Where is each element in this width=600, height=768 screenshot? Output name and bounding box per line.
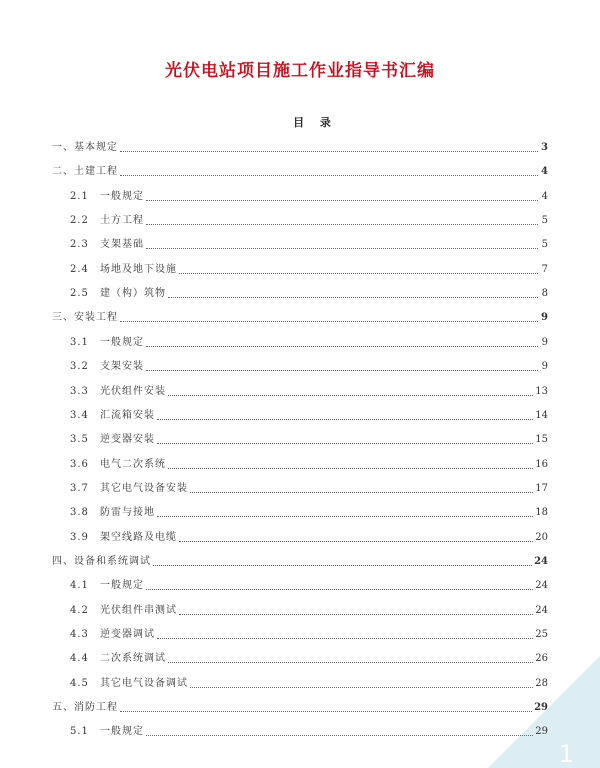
toc-entry-number: 3.1 — [70, 336, 89, 348]
toc-entry-label: 一般规定 — [100, 726, 144, 738]
toc-entry-label: 光伏组件安装 — [100, 385, 166, 397]
toc-entry-page: 26 — [535, 653, 548, 665]
toc-leader-dots — [190, 491, 533, 493]
toc-entry-number: 4.5 — [70, 677, 89, 689]
toc-leader-dots — [120, 320, 538, 322]
toc-entry-label: 其它电气设备安装 — [100, 482, 188, 494]
toc-entry-label: 土方工程 — [100, 215, 144, 227]
toc-leader-dots — [157, 418, 533, 420]
toc-leader-dots — [146, 588, 533, 590]
toc-entry[interactable] — [70, 578, 548, 592]
toc-entry-number: 3.7 — [70, 482, 89, 494]
toc-leader-dots — [146, 369, 538, 371]
toc-entry-number: 3.3 — [70, 385, 89, 397]
toc-leader-dots — [146, 345, 538, 347]
toc-entry-label: 逆变器安装 — [100, 434, 155, 446]
toc-entry[interactable] — [52, 700, 548, 714]
toc-leader-dots — [146, 199, 538, 201]
toc-entry-page: 25 — [535, 629, 548, 640]
toc-entry-label: 一、基本规定 — [52, 142, 118, 153]
toc-entry-page: 5 — [541, 239, 548, 251]
toc-entry-page: 9 — [541, 312, 548, 324]
toc-entry-number: 4.2 — [70, 604, 89, 616]
toc-leader-dots — [168, 467, 533, 469]
toc-entry[interactable] — [70, 237, 548, 251]
toc-entry-number: 2.3 — [70, 239, 89, 251]
toc-leader-dots — [153, 564, 532, 566]
toc-entry-page: 29 — [534, 702, 548, 714]
toc-entry[interactable] — [70, 432, 548, 446]
toc-entry-page: 5 — [541, 215, 548, 227]
toc-entry[interactable] — [70, 603, 548, 617]
toc-entry-number: 5.1 — [70, 726, 89, 738]
toc-leader-dots — [120, 150, 538, 152]
toc-leader-dots — [168, 661, 533, 663]
toc-entry-label: 逆变器调试 — [100, 629, 155, 640]
toc-entry-label: 场地及地下设施 — [100, 263, 177, 275]
toc-heading: 目 录 — [293, 116, 337, 129]
toc-entry[interactable] — [70, 335, 548, 349]
toc-entry-label: 防雷与接地 — [100, 507, 155, 519]
toc-entry-label: 汇流箱安装 — [100, 409, 155, 421]
toc-entry-number: 4.3 — [70, 629, 89, 640]
toc-entry[interactable] — [70, 651, 548, 665]
toc-entry-label: 二次系统调试 — [100, 653, 166, 665]
toc-leader-dots — [157, 515, 533, 517]
toc-entry[interactable] — [70, 213, 548, 227]
toc-entry[interactable] — [52, 554, 548, 568]
toc-leader-dots — [157, 637, 533, 639]
toc-leader-dots — [120, 710, 532, 712]
toc-leader-dots — [168, 394, 533, 396]
toc-entry-number: 2.2 — [70, 215, 89, 227]
toc-entry[interactable] — [70, 359, 548, 373]
page-number: 1 — [558, 740, 574, 768]
toc-entry[interactable] — [70, 408, 548, 422]
toc-entry[interactable] — [70, 627, 548, 641]
toc-entry-page: 13 — [535, 385, 548, 397]
toc-entry-page: 16 — [535, 458, 548, 470]
toc-leader-dots — [146, 247, 538, 249]
toc-entry-page: 9 — [541, 336, 548, 348]
toc-entry-number: 3.9 — [70, 531, 89, 543]
toc-entry[interactable] — [70, 676, 548, 690]
toc-entry-page: 17 — [535, 482, 548, 494]
toc-entry-label: 四、设备和系统调试 — [52, 555, 151, 567]
toc-entry-page: 20 — [535, 531, 548, 543]
toc-entry-page: 4 — [541, 190, 548, 202]
toc-entry[interactable] — [70, 189, 548, 203]
toc-entry-number: 2.4 — [70, 263, 89, 275]
toc-entry-label: 五、消防工程 — [52, 702, 118, 714]
toc-entry[interactable] — [70, 262, 548, 276]
toc-entry-page: 24 — [535, 604, 548, 616]
toc-entry-label: 一般规定 — [100, 336, 144, 348]
toc-entry-label: 其它电气设备调试 — [100, 677, 188, 689]
toc-entry-page: 24 — [535, 580, 548, 592]
toc-entry-page: 14 — [535, 409, 548, 421]
toc-leader-dots — [120, 174, 538, 176]
toc-entry-label: 电气二次系统 — [100, 458, 166, 470]
toc-leader-dots — [168, 296, 538, 298]
page-title: 光伏电站项目施工作业指导书汇编 — [165, 61, 435, 81]
toc-entry[interactable] — [70, 384, 548, 398]
toc-entry-label: 三、安装工程 — [52, 312, 118, 324]
toc-entry-page: 9 — [541, 361, 548, 373]
toc-entry-number: 3.4 — [70, 409, 89, 421]
toc-entry-page: 24 — [534, 555, 548, 567]
toc-entry-label: 架空线路及电缆 — [100, 531, 177, 543]
toc-entry[interactable] — [52, 310, 548, 324]
toc-entry-label: 支架基础 — [100, 239, 144, 251]
toc-entry-page: 3 — [541, 142, 548, 153]
toc-entry-page: 15 — [535, 434, 548, 446]
toc-entry[interactable] — [52, 164, 548, 178]
toc-entry-number: 3.5 — [70, 434, 89, 446]
toc-entry-number: 3.8 — [70, 507, 89, 519]
toc-leader-dots — [179, 613, 533, 615]
toc-entry[interactable] — [70, 286, 548, 300]
toc-entry-page: 4 — [541, 166, 548, 178]
toc-entry-label: 支架安装 — [100, 361, 144, 373]
toc-entry-page: 7 — [541, 263, 548, 275]
toc-entry[interactable] — [52, 140, 548, 154]
toc-entry-label: 建（构）筑物 — [100, 288, 166, 300]
toc-entry[interactable] — [70, 530, 548, 544]
toc-entry[interactable] — [70, 481, 548, 495]
toc-entry-number: 2.1 — [70, 190, 89, 202]
toc-leader-dots — [157, 442, 533, 444]
toc-entry-number: 3.2 — [70, 361, 89, 373]
toc-entry[interactable] — [70, 457, 548, 471]
toc-leader-dots — [179, 272, 538, 274]
toc-leader-dots — [179, 540, 533, 542]
toc-entry-label: 一般规定 — [100, 580, 144, 592]
toc-entry[interactable] — [70, 505, 548, 519]
toc-entry-number: 4.1 — [70, 580, 89, 592]
toc-entry-page: 28 — [535, 677, 548, 689]
toc-entry-label: 光伏组件串测试 — [100, 604, 177, 616]
toc-leader-dots — [146, 223, 538, 225]
toc-entry-number: 3.6 — [70, 458, 89, 470]
toc-leader-dots — [190, 686, 533, 688]
toc-entry-number: 4.4 — [70, 653, 89, 665]
toc-entry-number: 2.5 — [70, 288, 89, 300]
toc-entry-page: 8 — [541, 288, 548, 300]
toc-leader-dots — [146, 734, 533, 736]
toc-entry-page: 29 — [535, 726, 548, 738]
toc-entry-label: 一般规定 — [100, 190, 144, 202]
toc-entry-page: 18 — [535, 507, 548, 519]
toc-entry-label: 二、土建工程 — [52, 166, 118, 178]
toc-entry[interactable] — [70, 724, 548, 738]
